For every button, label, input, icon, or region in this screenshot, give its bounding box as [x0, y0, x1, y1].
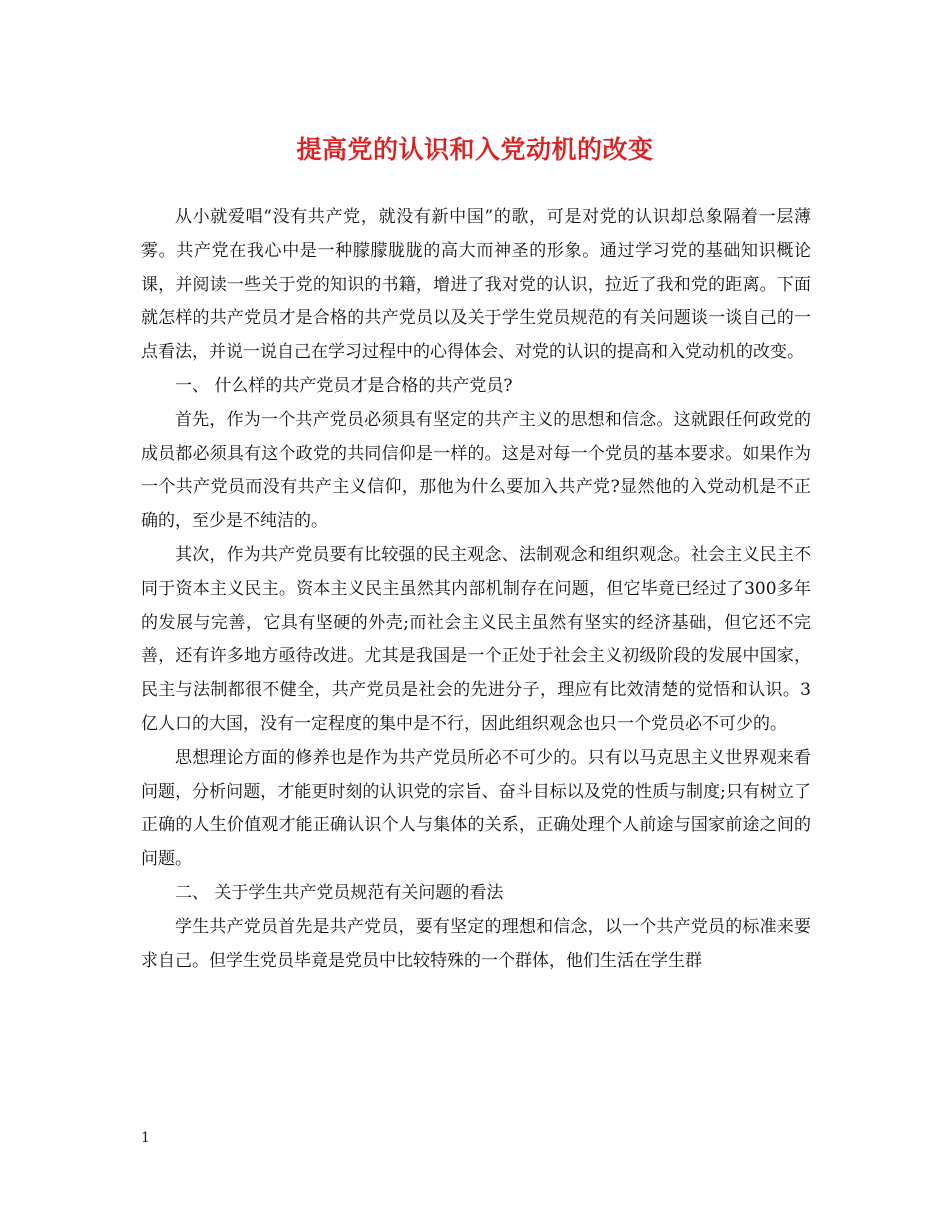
section-heading-1: 一、 什么样的共产党员才是合格的共产党员? [175, 375, 513, 396]
document-title: 提高党的认识和入党动机的改变 [296, 135, 654, 164]
page-number: 1 [141, 1130, 150, 1146]
document-body [141, 201, 811, 978]
section-heading-2: 二、 关于学生共产党员规范有关问题的看法 [175, 882, 504, 903]
paragraph-intro: 从小就爱唱“没有共产党，就没有新中国”的歌，可是对党的认识却总象隔着一层薄雾。共产党在我心中是一种朦朦胧胧的高大而神圣的形象。通过学习党的基础知识概论课，并阅读一些关于党的知识的书籍，增进了我对党的认识，拉近了我和党的距离。下面就怎样的共产党员才是合格的共产党员以及关于学生党员规范的有关问题谈一谈自己的一点看法，并说一说自己在学习过程中的心得体会、对党的认识的提高和入党动机的改变。 [141, 207, 811, 363]
paragraph-theory: 思想理论方面的修养也是作为共产党员所必不可少的。只有以马克思主义世界观来看问题，分析问题，才能更时刻的认识党的宗旨、奋斗目标以及党的性质与制度;只有树立了正确的人生价值观才能正确认识个人与集体的关系，正确处理个人前途与国家前途之间的问题。 [141, 747, 811, 870]
paragraph-second: 其次，作为共产党员要有比较强的民主观念、法制观念和组织观念。社会主义民主不同于资本主义民主。资本主义民主虽然其内部机制存在问题，但它毕竟已经过了300多年的发展与完善，它具有坚硬的外壳;而社会主义民主虽然有坚实的经济基础，但它还不完善，还有许多地方亟待改进。尤其是我国是一个正处于社会主义初级阶段的发展中国家，民主与法制都很不健全，共产党员是社会的先进分子，理应有比效清楚的觉悟和认识。3亿人口的大国，没有一定程度的集中是不行，因此组织观念也只一个党员必不可少的。 [141, 544, 811, 734]
paragraph-first: 首先，作为一个共产党员必须具有坚定的共产主义的思想和信念。这就跟任何政党的成员都必须具有这个政党的共同信仰是一样的。这是对每一个党员的基本要求。如果作为一个共产党员而没有共产主义信仰，那他为什么要加入共产党?显然他的入党动机是不正确的，至少是不纯洁的。 [141, 409, 811, 532]
paragraph-student-members: 学生共产党员首先是共产党员，要有坚定的理想和信念，以一个共产党员的标准来要求自己。但学生党员毕竟是党员中比较特殊的一个群体，他们生活在学生群 [141, 916, 811, 971]
